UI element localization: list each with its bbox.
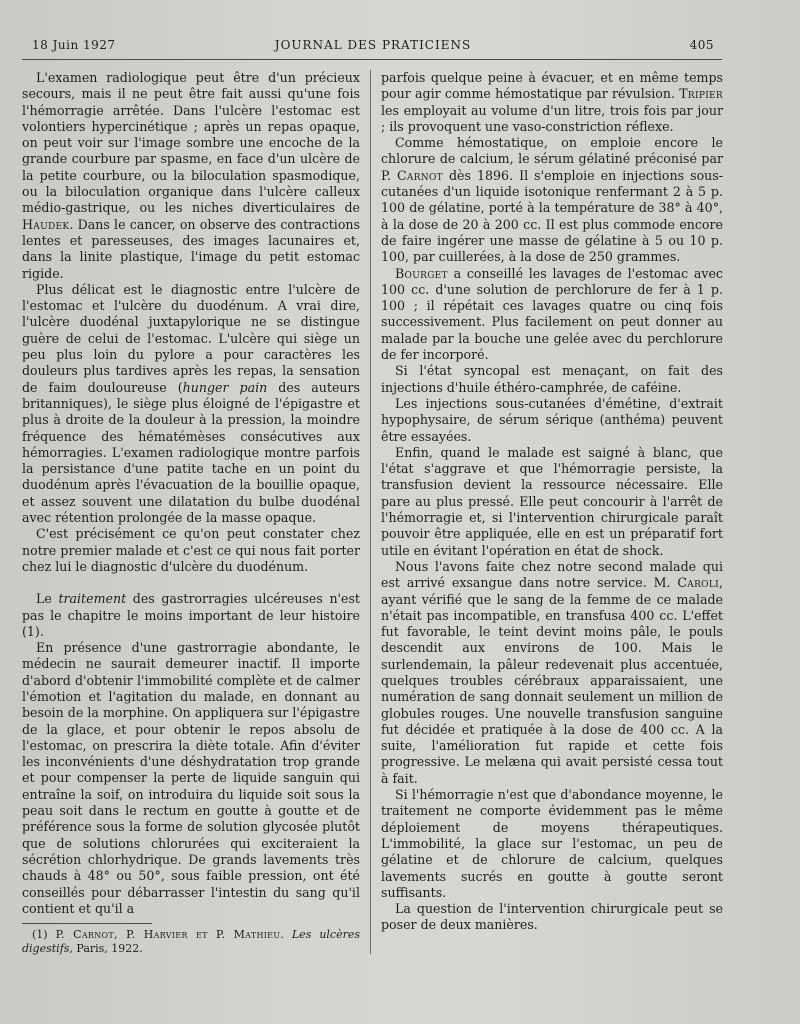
journal-title: JOURNAL DES PRATICIENS <box>274 38 472 52</box>
term: hunger pain <box>182 379 268 395</box>
author-name: Caroli <box>677 575 719 591</box>
paragraph: En présence d'une gastrorragie abondante, le médecin ne saurait demeurer inactif. Il importe d'abord d'obtenir l'immobilité complète et de calmer l'émotion et l'agitation du malade, en donnant au besoin de la morphine. On appliquera sur l'épigastre de la glace, et pour obtenir le repos absolu de l'estomac, on prescrira la diète totale. Afin d'éviter les inconvénients d'une déshydratation trop grande et pour compenser la perte de liquide sanguin qui entraîne la soif, on introduira du liquide soit sous la peau soit dans le rectum en goutte à goutte et de préférence sous la forme de solution glycosée plutôt que de solutions chlorurées qui exciteraient la sécrétion chlorhydrique. De grands lavements très chauds à 48° ou 50°, sous faible pression, ont été conseillés pour débarrasser l'intestin du sang qu'il contient et qu'il a <box>22 640 360 916</box>
header-rule <box>22 59 722 60</box>
paragraph: Bourget a conseillé les lavages de l'estomac avec 100 cc. d'une solution de perchlorure de fer à 1 p. 100 ; il répétait ces lavages quatre ou cinq fois successivement. Plus facilement on peut donner au malade par la bouche une gelée avec du perchlorure de fer incorporé. <box>381 265 723 363</box>
paragraph: parfois quelque peine à évacuer, et en même temps pour agir comme hémostatique par révulsion. Tripier les employait au volume d'un litre, trois fois par jour ; ils provoquent une vaso-constriction réflexe. <box>381 70 723 134</box>
author-name: Carnot <box>396 167 443 183</box>
footnote-title: Les ulcères digestifs <box>22 928 361 955</box>
paragraph: Enfin, quand le malade est saigné à blanc, que l'état s'aggrave et que l'hémorragie persiste, la transfusion devient la ressource nécessaire. Elle pare au plus pressé. Elle peut concourir à l'arrêt de l'hémorragie et, si l'intervention chirurgicale paraît pouvoir être appliquée, elle en est un préparatif fort utile en évitant l'opération en état de shock. <box>381 444 723 558</box>
page-number: 405 <box>689 38 714 52</box>
left-column <box>22 70 360 917</box>
paragraph: C'est précisément ce qu'on peut constater chez notre premier malade et c'est ce qui nous fait porter chez lui le diagnostic d'ulcère du duodénum. <box>22 526 360 574</box>
issue-date: 18 Juin 1927 <box>32 38 116 52</box>
paragraph: Comme hémostatique, on emploie encore le chlorure de calcium, le sérum gélatiné préconisé par P. Carnot dès 1896. Il s'emploie en injections sous-cutanées d'un liquide isotonique renfermant 2 à 5 p. 100 de gélatine, porté à la température de 38° à 40°, à la dose de 20 à 200 cc. Il est plus commode encore de faire ingérer une masse de gélatine à 5 ou 10 p. 100, par cuillerées, à la dose de 250 grammes. <box>381 135 723 265</box>
paragraph: Les injections sous-cutanées d'émétine, d'extrait hypophysaire, de sérum sérique (anthéma) peuvent être essayées. <box>381 395 723 444</box>
paragraph: Nous l'avons faite chez notre second malade qui est arrivé exsangue dans notre service. M. Caroli, ayant vérifié que le sang de la femme de ce malade n'était pas incompatible, en transfusa 400 cc. L'effet fut favorable, le teint devint moins pâle, le pouls descendit aux environs de 100. Mais le surlendemain, la pâleur redevenait plus accentuée, quelques troubles cérébraux apparaissaient, une numération de sang donnait seulement un million de globules rouges. Une nouvelle transfusion sanguine fut décidée et pratiquée à la dose de 400 cc. A la suite, l'amélioration fut rapide et cette fois progressive. Le melæna qui avait persisté cessa tout à fait. <box>381 558 723 786</box>
paragraph: La question de l'intervention chirurgicale peut se poser de deux manières. <box>381 901 723 933</box>
term: traitement <box>58 591 127 607</box>
right-column <box>381 70 723 934</box>
author-name: Tripier <box>679 86 723 102</box>
paragraph: Plus délicat est le diagnostic entre l'ulcère de l'estomac et l'ulcère du duodénum. A vrai dire, l'ulcère duodénal juxtapylorique ne se distingue guère de celui de l'estomac. L'ulcère qui siège un peu plus loin du pylore a pour caractères les douleurs plus tardives après les repas, la sensation de faim douloureuse (hunger pain des auteurs britanniques), le siège plus éloigné de l'épigastre et plus à droite de la douleur à la pression, la moindre fréquence des hématémèses consécutives aux hémorragies. L'examen radiologique montre parfois la persistance d'une patite tache en un point du duodénum après l'évacuation de la bouillie opaque, et assez souvent une dilatation du bulbe duodénal avec rétention prolongée de la masse opaque. <box>22 281 360 526</box>
footnote-authors: P. Carnot, P. Harvier et P. Mathieu <box>55 928 281 941</box>
footnote-rule <box>22 923 152 924</box>
paragraph: Si l'état syncopal est menaçant, on fait des injections d'huile éthéro-camphrée, de caféine. <box>381 363 723 395</box>
paragraph: L'examen radiologique peut être d'un précieux secours, mais il ne peut être fait aussi qu'une fois l'hémorragie arrêtée. Dans l'ulcère l'estomac est volontiers hypercinétique ; après un repas opaque, on peut voir sur l'image sombre une encoche de la grande courbure par spasme, en face d'un ulcère de la petite courbure, ou la biloculation spasmodique, ou la biloculation organique dans l'ulcère calleux médio-gastrique, ou les niches diverticulaires de Haudek. Dans le cancer, on observe des contractions lentes et paresseuses, des images lacunaires et, dans la linite plastique, l'image du petit estomac rigide. <box>22 70 360 281</box>
author-name: Haudek <box>22 216 70 232</box>
column-divider <box>370 70 371 954</box>
footnote: (1) P. Carnot, P. Harvier et P. Mathieu. Les ulcères digestifs, Paris, 1922. <box>22 928 361 955</box>
author-name: Bourget <box>395 265 448 281</box>
paragraph: Si l'hémorragie n'est que d'abondance moyenne, le traitement ne comporte évidemment pas le même déploiement de moyens thérapeutiques. L'immobilité, la glace sur l'estomac, un peu de gélatine et de chlorure de calcium, quelques lavements sucrés en goutte à goutte seront suffisants. <box>381 787 723 900</box>
paragraph: Le traitement des gastrorragies ulcéreuses n'est pas le chapitre le moins important de leur histoire (1). <box>22 591 360 639</box>
running-header <box>32 38 714 56</box>
